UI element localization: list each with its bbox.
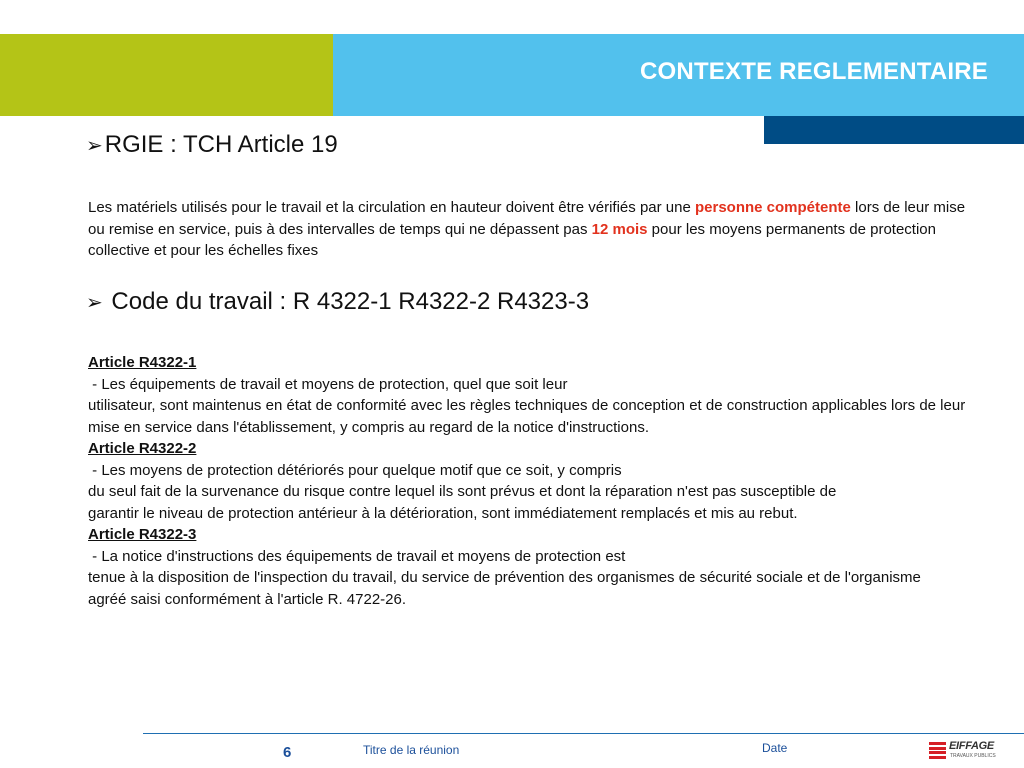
header-navy-accent [764, 116, 1024, 144]
date-label: Date [762, 741, 788, 755]
rgie-text-part: lors de leur mise ou remise en service, puis à des intervalles de temps qui ne dépassent pas [88, 199, 966, 238]
page-number: 6 [283, 744, 292, 761]
rgie-paragraph [88, 197, 968, 262]
logo-subtitle: TRAVAUX PUBLICS [950, 753, 996, 759]
header-green-band [0, 34, 333, 116]
article-item [88, 352, 968, 438]
section-heading-rgie [86, 131, 338, 159]
arrow-bullet-icon: ➢ [86, 135, 103, 157]
article-title: Article R4322-3 [88, 526, 197, 543]
logo-name: EIFFAGE [949, 740, 994, 752]
article-body: du seul fait de la survenance du risque contre lequel ils sont prévus et dont la réparation n'est pas susceptible de garantir le niveau de protection antérieur à la détérioration, sont immédiatement remplacés et mis au rebut. [88, 483, 837, 522]
eiffage-logo-icon [929, 742, 946, 759]
meeting-title: Titre de la réunion [363, 743, 460, 757]
section-heading-text: RGIE : TCH Article 19 [104, 131, 338, 158]
eiffage-logo [929, 740, 1001, 764]
article-title: Article R4322-2 [88, 440, 197, 457]
article-title: Article R4322-1 [88, 354, 197, 371]
footer-divider [143, 733, 1024, 734]
highlight-12-mois: 12 mois [591, 220, 648, 238]
article-first-line: - Les moyens de protection détériorés pour quelque motif que ce soit, y compris [88, 461, 622, 479]
rgie-text-part: pour les moyens permanents de protection collective et pour les échelles fixes [88, 220, 936, 259]
article-item [88, 524, 968, 610]
arrow-bullet-icon: ➢ [86, 292, 103, 314]
article-first-line: - Les équipements de travail et moyens de protection, quel que soit leur [88, 375, 568, 393]
highlight-personne-competente: personne compétente [694, 199, 851, 216]
articles-block [88, 352, 968, 610]
rgie-text-part: Les matériels utilisés pour le travail et la circulation en hauteur doivent être vérifiés par une [88, 199, 695, 216]
article-body: utilisateur, sont maintenus en état de conformité avec les règles techniques de conception et de construction applicables lors de leur mise en service dans l'établissement, y compris au regard de la notice d'instructions. [88, 397, 966, 436]
section-heading-code-travail [86, 288, 589, 316]
article-body: tenue à la disposition de l'inspection du travail, du service de prévention des organismes de sécurité sociale et de l'organisme agréé saisi conformément à l'article R. 4722-26. [88, 569, 921, 608]
section-heading-text: Code du travail : R 4322-1 R4322-2 R4323-3 [104, 288, 590, 315]
article-first-line: - La notice d'instructions des équipements de travail et moyens de protection est [88, 547, 626, 565]
article-item [88, 438, 968, 524]
slide-title: CONTEXTE REGLEMENTAIRE [640, 58, 988, 85]
